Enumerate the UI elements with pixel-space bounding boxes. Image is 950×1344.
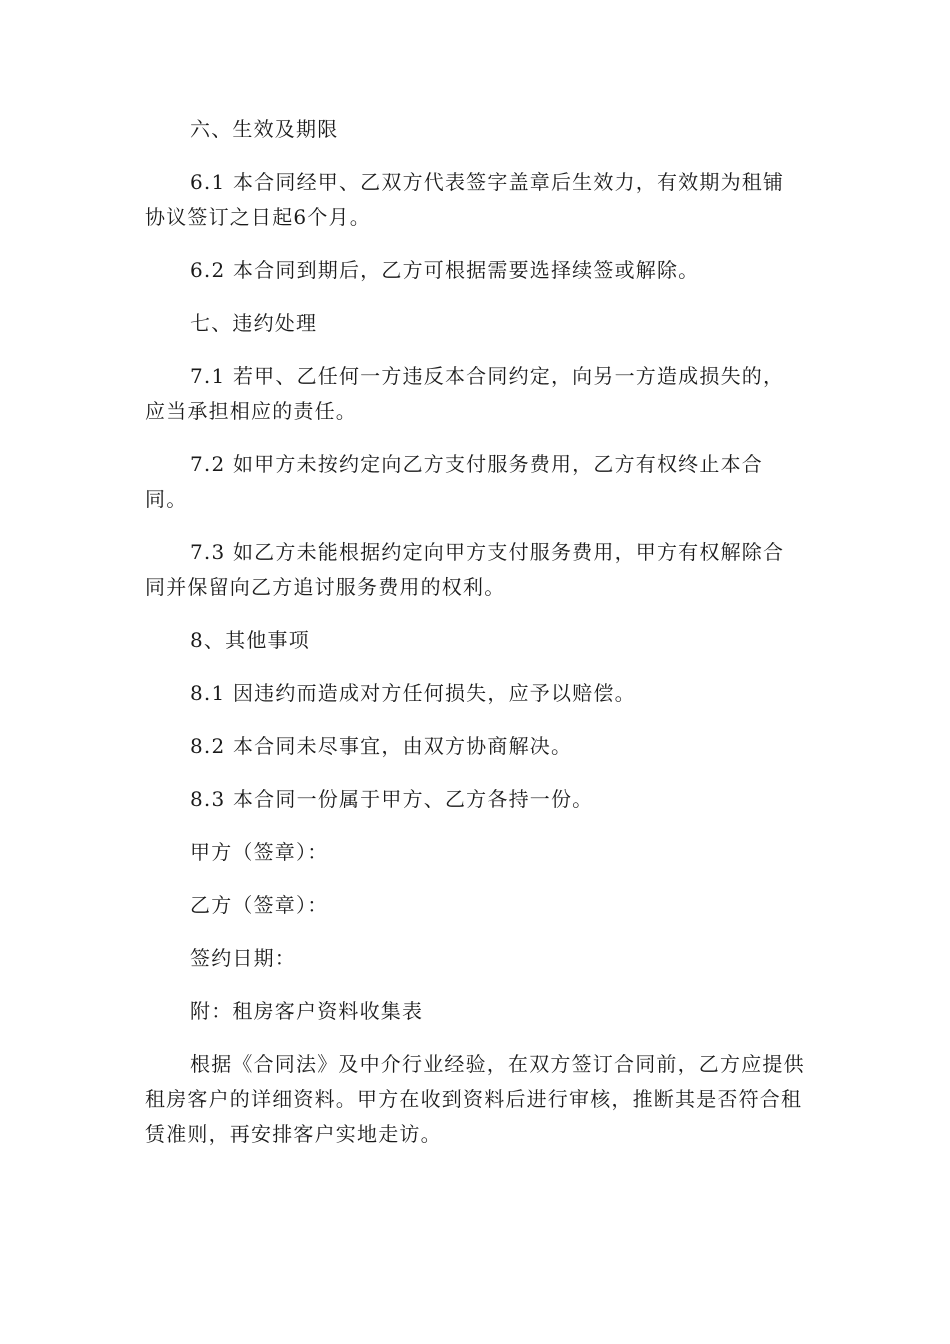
clause-8-2: 8.2 本合同未尽事宜，由双方协商解决。	[190, 734, 573, 758]
clause-8-1: 8.1 因违约而造成对方任何损失，应予以赔偿。	[190, 681, 636, 705]
signing-date-line: 签约日期：	[190, 946, 296, 970]
appendix-title: 附：租房客户资料收集表	[190, 999, 424, 1023]
appendix-body: 根据《合同法》及中介行业经验，在双方签订合同前，乙方应提供租房客户的详细资料。甲方在收到资料后进行审核，推断其是否符合租赁准则，再安排客户实地走访。	[145, 1052, 805, 1146]
clause-7-3: 7.3 如乙方未能根据约定向甲方支付服务费用，甲方有权解除合同并保留向乙方追讨服务费用的权利。	[145, 540, 785, 599]
party-b-signature-line: 乙方（签章）：	[190, 893, 329, 917]
section-heading-effectiveness: 六、生效及期限	[190, 117, 339, 141]
clause-7-2: 7.2 如甲方未按约定向乙方支付服务费用，乙方有权终止本合同。	[145, 452, 763, 511]
clause-6-1: 6.1 本合同经甲、乙双方代表签字盖章后生效力，有效期为租铺协议签订之日起6个月。	[145, 170, 785, 229]
clause-6-2: 6.2 本合同到期后，乙方可根据需要选择续签或解除。	[190, 258, 700, 282]
party-a-signature-line: 甲方（签章）：	[190, 840, 329, 864]
section-heading-breach: 七、违约处理	[190, 311, 318, 335]
clause-8-3: 8.3 本合同一份属于甲方、乙方各持一份。	[190, 787, 594, 811]
clause-7-1: 7.1 若甲、乙任何一方违反本合同约定，向另一方造成损失的，应当承担相应的责任。	[145, 364, 785, 423]
section-heading-other-matters: 8、其他事项	[190, 628, 310, 652]
document-body	[145, 112, 805, 1170]
